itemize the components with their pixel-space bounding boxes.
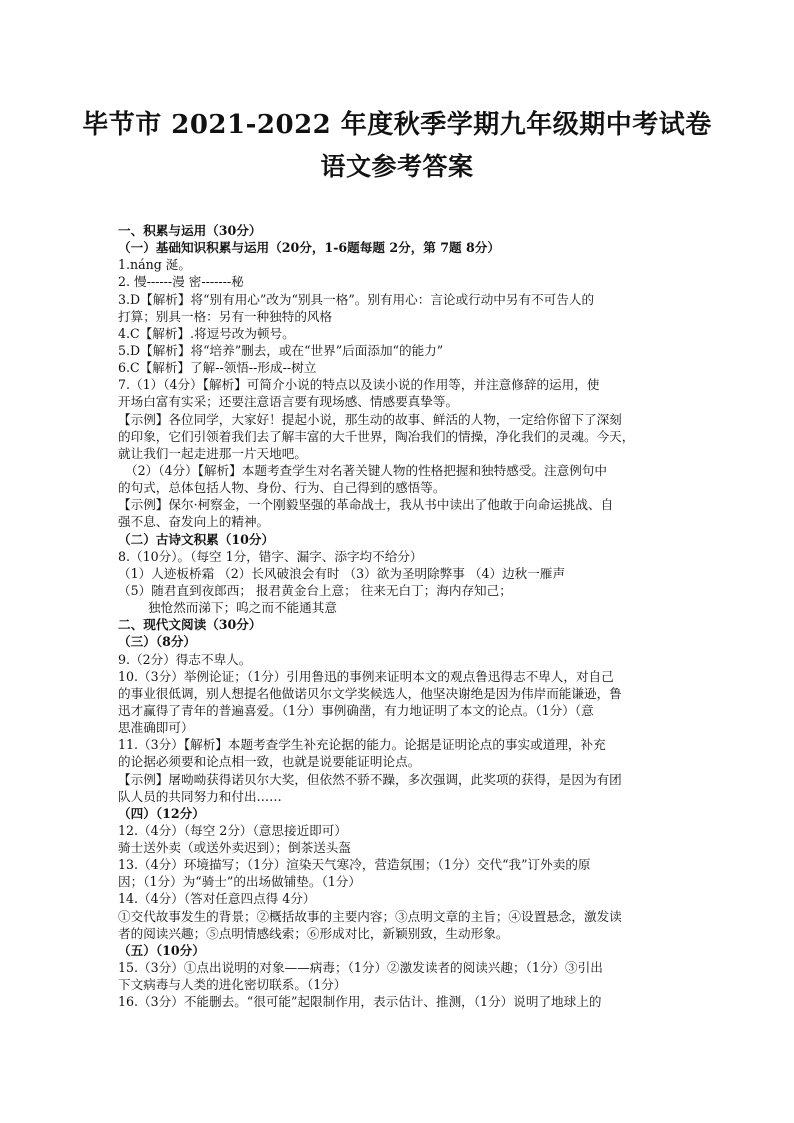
answer-line: 的句式，总体包括人物、身份、行为、自己得到的感悟等。 bbox=[118, 480, 446, 496]
subsection-heading: （四）（12分） bbox=[118, 805, 205, 821]
answer-line: 3.D【解析】将“别有用心”改为“别具一格”。别有用心：言论或行动中另有不可告人的 bbox=[118, 291, 595, 307]
subsection-heading: （五）（10分） bbox=[118, 942, 205, 958]
section-heading: 二、现代文阅读（30分） bbox=[118, 617, 262, 633]
answer-line: 【示例】保尔·柯察金，一个刚毅坚强的革命战士，我从书中读出了他敢于向命运挑战、自 bbox=[118, 497, 614, 513]
answer-line: 队人员的共同努力和付出…… bbox=[118, 788, 282, 804]
subsection-heading: （一）基础知识积累与运用（20分，1-6题每题 2分，第 7题 8分） bbox=[118, 240, 500, 256]
answer-line: 15.（3分）①点出说明的对象——病毒；（1分）②激发读者的阅读兴趣；（1分）③引出 bbox=[118, 960, 603, 976]
answer-line: 5.D【解析】将“培养”删去，或在“世界”后面添加“的能力” bbox=[118, 342, 444, 358]
document-subtitle: 语文参考答案 bbox=[320, 152, 474, 181]
answer-line: 1.náng 涎。 bbox=[118, 257, 191, 273]
answer-line: 下文病毒与人类的进化密切联系。（1分） bbox=[118, 977, 347, 993]
document-title: 毕节市 2021-2022 年度秋季学期九年级期中考试卷 bbox=[82, 110, 712, 140]
answer-line: 12.（4分）（每空 2分）（意思接近即可） bbox=[118, 822, 347, 838]
answer-line: 4.C【解析】.将逗号改为顿号。 bbox=[118, 325, 295, 341]
answer-line: 强不息、奋发向上的精神。 bbox=[118, 514, 270, 530]
answer-line: 7.（1）（4分）【解析】可简介小说的特点以及读小说的作用等，并注意修辞的运用，使 bbox=[118, 377, 600, 393]
answer-line: 10.（3分）举例论证；（1分）引用鲁迅的事例来证明本文的观点鲁迅得志不卑人，对自己 bbox=[118, 668, 614, 684]
answer-line: 开场白富有实采；还要注意语言要有现场感、情感要真挚等。 bbox=[118, 394, 459, 410]
answer-line: 16.（3分）不能删去。“很可能”起限制作用，表示估计、推测，（1分）说明了地球上的 bbox=[118, 994, 602, 1010]
answer-line: 8.（10分）。（每空 1分，错字、漏字、添字均不给分） bbox=[118, 548, 423, 564]
answer-line: 骑士送外卖（或送外卖迟到）；倒茶送头盔 bbox=[118, 840, 351, 856]
answer-line: 【示例】屠呦呦获得诺贝尔大奖，但依然不骄不躁，多次强调，此奖项的获得，是因为有团 bbox=[118, 771, 622, 787]
answer-line: 打算；别具一格：另有一种独特的风格 bbox=[118, 308, 333, 324]
answer-line: 2. 慢------漫 密-------秘 bbox=[118, 274, 244, 290]
answer-line: 因；（1分）为“骑士”的出场做铺垫。（1分） bbox=[118, 874, 361, 890]
answer-line: 13.（4分）环境描写；（1分）渲染天气寒冷，营造氛围；（1分）交代“我”订外卖的原 bbox=[118, 857, 591, 873]
answer-line: 14.（4分）（答对任意四点得 4分） bbox=[118, 891, 316, 907]
subsection-heading: （三）（8分） bbox=[118, 634, 197, 650]
answer-line: 就让我们一起走进那一片天地吧。 bbox=[118, 445, 307, 461]
answer-line: 【示例】各位同学，大家好！提起小说，那生动的故事、鲜活的人物，一定给你留下了深刻 bbox=[118, 411, 622, 427]
answer-line: （5）随君直到夜郎西； 报君黄金台上意； 往来无白丁；海内存知己； bbox=[118, 582, 512, 598]
section-heading: 一、积累与运用（30分） bbox=[118, 223, 262, 238]
answer-line: 者的阅读兴趣；⑤点明情感线索；⑥形成对比，新颖别致，生动形象。 bbox=[118, 925, 509, 941]
subsection-heading: （二）古诗文积累（10分） bbox=[118, 531, 275, 547]
answer-line: （1）人迹板桥霜 （2）长风破浪会有时 （3）欲为圣明除弊事 （4）边秋一雁声 bbox=[118, 565, 566, 581]
answer-line: 独怆然而涕下；呜之而不能通其意 bbox=[148, 600, 337, 616]
answer-line: ①交代故事发生的背景；②概括故事的主要内容；③点明文章的主旨；④设置悬念，激发读 bbox=[118, 908, 622, 924]
answer-line: 9.（2分）得志不卑人。 bbox=[118, 651, 252, 667]
answer-line: 思准确即可） bbox=[118, 720, 194, 736]
answer-line: 的印象，它们引领着我们去了解丰富的大千世界，陶冶我们的情操，净化我们的灵魂。今天， bbox=[118, 428, 635, 444]
answer-line: （2）（4分）【解析】本题考查学生对名著关键人物的性格把握和独特感受。注意例句中 bbox=[125, 462, 607, 478]
answer-line: 11.（3分）【解析】本题考查学生补充论据的能力。论据是证明论点的事实或道理，补充 bbox=[118, 737, 606, 753]
answer-line: 6.C【解析】了解--领悟--形成--树立 bbox=[118, 360, 317, 376]
answer-line: 迅才赢得了青年的普遍喜爱。（1分）事例确凿，有力地证明了本文的论点。（1分）（意 bbox=[118, 702, 594, 718]
answer-body bbox=[118, 222, 678, 1010]
answer-line: 的事业很低调，别人想提名他做诺贝尔文学奖候选人，他坚决谢绝是因为伟岸而能谦逊，鲁 bbox=[118, 685, 622, 701]
answer-line: 的论据必须要和论点相一致，也就是说要能证明论点。 bbox=[118, 754, 421, 770]
